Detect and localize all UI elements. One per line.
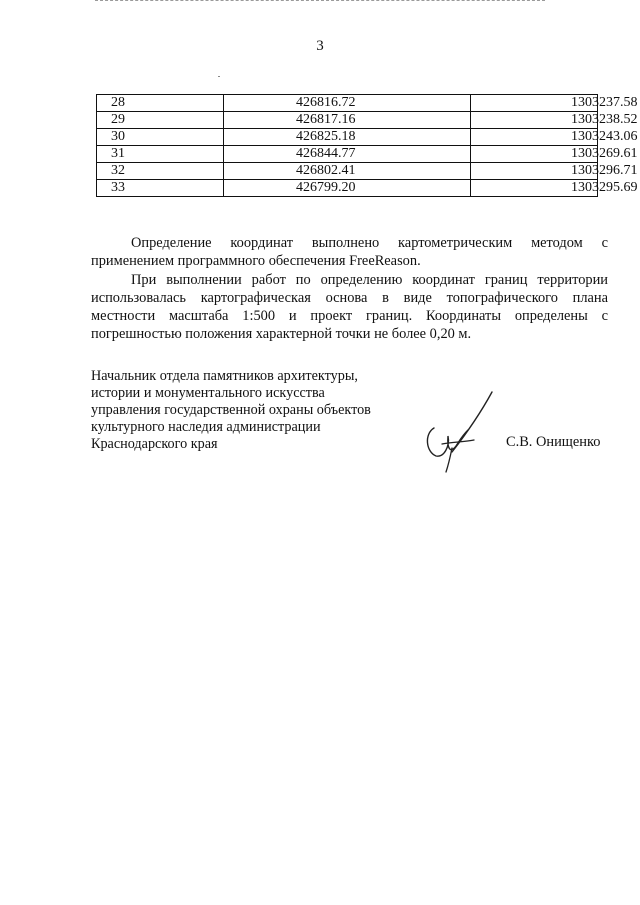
- y-coordinate-cell: 1303243.06: [471, 129, 598, 146]
- signer-title-line: истории и монументального искусства: [91, 385, 325, 401]
- point-number-cell: 30: [97, 129, 224, 146]
- x-coordinate-cell: 426816.72: [224, 95, 471, 112]
- point-number-cell: 29: [97, 112, 224, 129]
- table-row: [97, 112, 598, 129]
- x-coordinate-cell: 426799.20: [224, 180, 471, 197]
- table-row: [97, 95, 598, 112]
- table-row: [97, 163, 598, 180]
- signer-title-line: Начальник отдела памятников архитектуры,: [91, 368, 358, 384]
- handwritten-signature: [422, 388, 502, 474]
- x-coordinate-cell: 426844.77: [224, 146, 471, 163]
- table-row: [97, 129, 598, 146]
- basis-text: При выполнении работ по определению координат границ территории использовалась картографическая основа в виде топографического плана местности масштаба 1:500 и проект границ. Координаты определены с погрешностью положения характерной точки не более 0,20 м.: [91, 272, 608, 342]
- signer-title-line: Краснодарского края: [91, 436, 218, 452]
- x-coordinate-cell: 426817.16: [224, 112, 471, 129]
- basis-paragraph: [91, 271, 608, 343]
- y-coordinate-cell: 1303269.61: [471, 146, 598, 163]
- scan-speck: [218, 76, 220, 77]
- signer-title-line: управления государственной охраны объектов: [91, 402, 371, 418]
- point-number-cell: 33: [97, 180, 224, 197]
- y-coordinate-cell: 1303238.52: [471, 112, 598, 129]
- signer-title-line: культурного наследия администрации: [91, 419, 321, 435]
- y-coordinate-cell: 1303237.58: [471, 95, 598, 112]
- table-row: [97, 180, 598, 197]
- point-number-cell: 32: [97, 163, 224, 180]
- table-row: [97, 146, 598, 163]
- x-coordinate-cell: 426802.41: [224, 163, 471, 180]
- method-paragraph: [91, 234, 608, 270]
- method-text: Определение координат выполнено картометрическим методом с применением программного обеспечения FreeReason.: [91, 235, 608, 269]
- point-number-cell: 28: [97, 95, 224, 112]
- y-coordinate-cell: 1303295.69: [471, 180, 598, 197]
- coordinates-table-body: [97, 95, 638, 197]
- point-number-cell: 31: [97, 146, 224, 163]
- page-number: 3: [316, 38, 324, 54]
- signer-name: С.В. Онищенко: [506, 434, 601, 450]
- x-coordinate-cell: 426825.18: [224, 129, 471, 146]
- page-top-edge: [95, 0, 545, 3]
- coordinates-table: [96, 94, 638, 197]
- signer-title-block: [91, 368, 411, 453]
- y-coordinate-cell: 1303296.71: [471, 163, 598, 180]
